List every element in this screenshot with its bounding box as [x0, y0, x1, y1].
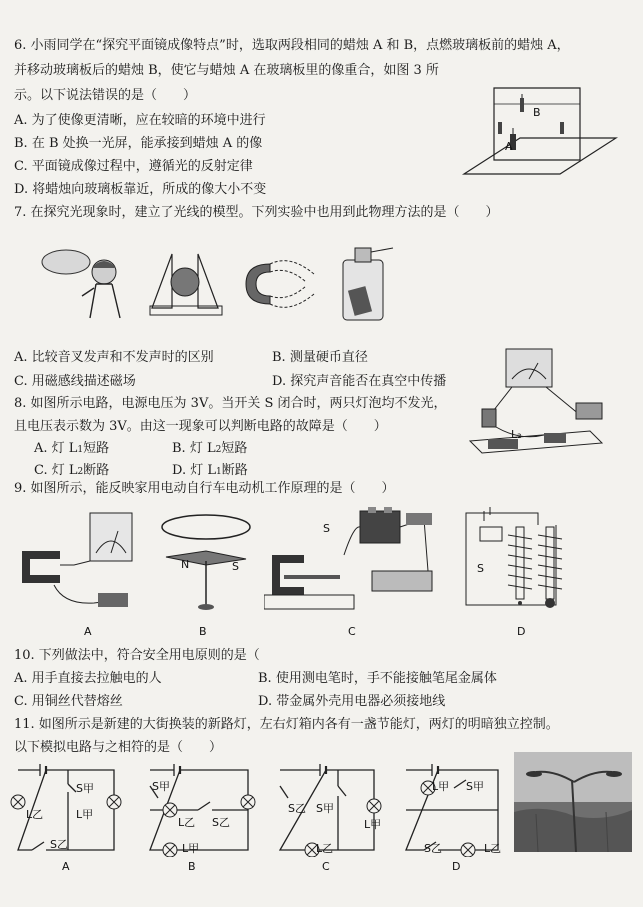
q8-stem-line2: 且电压表示数为 3V。由这一现象可以判断电路的故障是（ ） [14, 419, 387, 434]
q11-d-label-lyi: L乙 [484, 842, 502, 855]
q7-coin-figure [148, 248, 223, 318]
q6-option-c: C. 平面镜成像过程中，遵循光的反射定律 [14, 159, 253, 174]
q7-option-b: B. 测量硬币直径 [272, 350, 368, 365]
q7-vacuum-jar-figure [335, 240, 397, 325]
q11-c-label-ljia: L甲 [364, 818, 382, 831]
q11-b-label-syi: S乙 [212, 816, 230, 829]
q11-a-label-lyi: L乙 [26, 808, 44, 821]
q9-b-label-n: N [181, 558, 190, 571]
q6-label-b: B [533, 106, 541, 119]
q6-label-a: A [505, 140, 513, 153]
q11-a-label-syi: S乙 [50, 838, 68, 851]
q9-b-label-s: S [232, 560, 239, 573]
q7-magnet-figure [240, 254, 320, 316]
q6-option-b: B. 在 B 处换一光屏，能承接到蜡烛 A 的像 [14, 136, 263, 151]
q8-option-a: A. 灯 L1短路 [34, 441, 110, 456]
q10-stem: 10. 下列做法中，符合安全用电原则的是（ [14, 648, 260, 663]
q11-a-label-ljia: L甲 [76, 808, 94, 821]
q6-option-a: A. 为了使像更清晰，应在较暗的环境中进行 [14, 113, 266, 128]
q8-option-b: B. 灯 L2短路 [172, 441, 248, 456]
q9-figure-c [264, 505, 440, 617]
q8-label-l2: L₂ [511, 428, 522, 441]
q11-caption-c: C [322, 860, 330, 873]
q7-option-d: D. 探究声音能否在真空中传播 [272, 374, 447, 389]
q11-caption-d: D [452, 860, 461, 873]
q7-stem: 7. 在探究光现象时，建立了光线的模型。下列实验中也用到此物理方法的是（ ） [14, 205, 499, 220]
q8-stem-line1: 8. 如图所示电路，电源电压为 3V。当开关 S 闭合时，两只灯泡均不发光， [14, 396, 447, 411]
q11-b-label-lyi: L乙 [178, 816, 196, 829]
q7-option-c: C. 用磁感线描述磁场 [14, 374, 136, 389]
q9-caption-b: B [199, 625, 207, 638]
q8-circuit-figure [460, 345, 610, 460]
q11-b-label-ljia: L甲 [182, 842, 200, 855]
q7-option-a: A. 比较音叉发声和不发声时的区别 [14, 350, 214, 365]
q11-c-label-sjia: S甲 [316, 802, 334, 815]
q11-d-label-sjia: S甲 [466, 780, 484, 793]
q11-c-label-syi: S乙 [288, 802, 306, 815]
q11-caption-a: A [62, 860, 70, 873]
q11-d-label-ljia: L甲 [432, 780, 450, 793]
q9-figure-a [14, 505, 146, 617]
q10-option-c: C. 用铜丝代替熔丝 [14, 694, 123, 709]
q11-stem-line1: 11. 如图所示是新建的大街换装的新路灯，左右灯箱内各有一盏节能灯，两灯的明暗独立控制。 [14, 717, 559, 732]
q11-a-label-sjia: S甲 [76, 782, 94, 795]
q8-option-c: C. 灯 L2断路 [34, 463, 110, 478]
q11-circuit-b [140, 762, 260, 857]
q9-caption-c: C [348, 625, 356, 638]
q9-figure-d [460, 505, 600, 617]
q10-option-a: A. 用手直接去拉触电的人 [14, 671, 162, 686]
q10-option-d: D. 带金属外壳用电器必须接地线 [258, 694, 446, 709]
q6-stem-line1: 6. 小雨同学在“探究平面镜成像特点”时，选取两段相同的蜡烛 A 和 B，点燃玻璃板前的蜡烛 A， [14, 38, 570, 53]
q9-d-label-s: S [477, 562, 484, 575]
q11-streetlamp-photo [514, 752, 632, 852]
q6-mirror-figure [458, 64, 618, 184]
q11-stem-line2: 以下模拟电路与之相符的是（ ） [14, 740, 223, 755]
q9-caption-a: A [84, 625, 92, 638]
q9-caption-d: D [517, 625, 526, 638]
q11-d-label-syi: S乙 [424, 842, 442, 855]
q11-c-label-lyi: L乙 [316, 842, 334, 855]
q11-caption-b: B [188, 860, 196, 873]
q10-option-b: B. 使用测电笔时，手不能接触笔尾金属体 [258, 671, 497, 686]
q9-c-label-s: S [323, 522, 330, 535]
q8-option-d: D. 灯 L1断路 [172, 463, 248, 478]
q7-tuning-fork-figure [38, 240, 133, 320]
q6-option-d: D. 将蜡烛向玻璃板靠近，所成的像大小不变 [14, 182, 267, 197]
q11-b-label-sjia: S甲 [152, 780, 170, 793]
q9-stem: 9. 如图所示，能反映家用电动自行车电动机工作原理的是（ ） [14, 481, 395, 496]
q6-stem-line3: 示。以下说法错误的是（ ） [14, 88, 197, 103]
q6-stem-line2: 并移动玻璃板后的蜡烛 B，使它与蜡烛 A 在玻璃板里的像重合，如图 3 所 [14, 63, 439, 78]
q9-figure-b [152, 505, 260, 617]
